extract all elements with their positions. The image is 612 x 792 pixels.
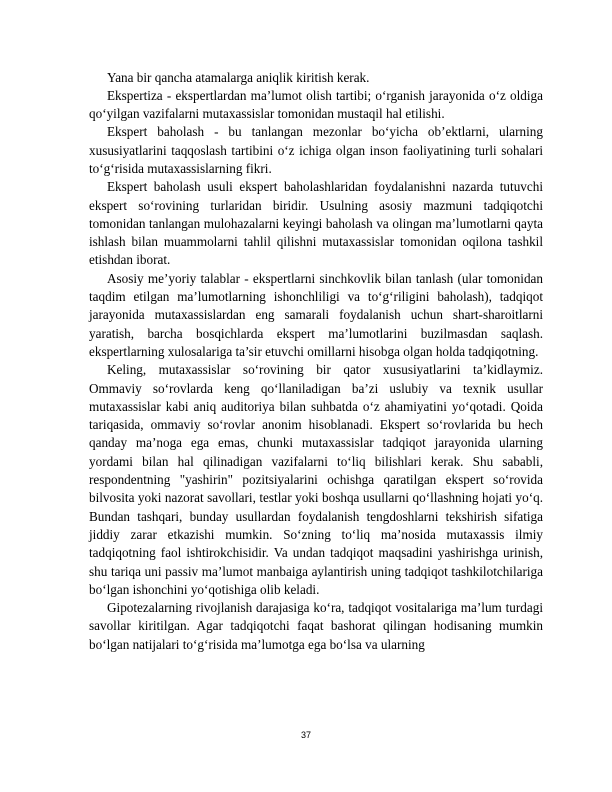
document-body [89,69,543,655]
page-number: 37 [300,730,311,740]
paragraph: Yana bir qancha atamalarga aniqlik kiritish kerak. [107,69,370,85]
paragraph: Gipotezalarning rivojlanish darajasiga ko‘ra, tadqiqot vositalariga ma’lum turdagi savollar kiritilgan. Agar tadqiqotchi faqat bashorat qilingan hodisaning mumkin bo‘lgan natijalari to‘g‘risida ma’lumotga ega bo‘lsa va ularning [89,600,543,652]
paragraph: Ekspertiza - ekspertlardan ma’lumot olish tartibi; o‘rganish jarayonida o‘z oldiga qo‘yilgan vazifalarni mutaxassislar tomonidan mustaqil hal etilishi. [89,87,543,122]
paragraph: Ekspert baholash usuli ekspert baholashlaridan foydalanishni nazarda tutuvchi ekspert so‘rovining turlaridan biridir. Usulning asosiy mazmuni tadqiqotchi tomonidan tanlangan mulohazalarni keyingi baholash va olingan ma’lumotlarni qayta ishlash bilan muammolarni tahlil qilishni mutaxassislar tomonidan oqilona tashkil etishdan iborat. [89,179,543,268]
paragraph: Keling, mutaxassislar so‘rovining bir qator xususiyatlarini ta’kidlaymiz. Ommaviy so‘rovlarda keng qo‘llaniladigan ba’zi uslubiy va texnik usullar mutaxassislar kabi aniq auditoriya bilan suhbatda o‘z ahamiyatini yo‘qotadi. Qoida tariqasida, ommaviy so‘rovlar anonim hisoblanadi. Ekspert so‘rovlarida bu hech qanday ma’noga ega emas, chunki mutaxassislar tadqiqot jarayonida ularning yordami bilan hal qilinadigan vazifalarni to‘liq bilishlari kerak. Shu sababli, respondentning "yashirin" pozitsiyalarini ochishga qaratilgan ekspert so‘rovida bilvosita yoki nazorat savollari, testlar yoki boshqa usullarni qo‘llashning hojati yo‘q. Bundan tashqari, bunday usullardan foydalanish tengdoshlarni tekshirish sifatiga jiddiy zarar etkazishi mumkin. So‘zning to‘liq ma’nosida mutaxassis ilmiy tadqiqotning faol ishtirokchisidir. Va undan tadqiqot maqsadini yashirishga urinish, shu tariqa uni passiv ma’lumot manbaiga aylantirish uning tadqiqot tashkilotchilariga bo‘lgan ishonchini yo‘qotishiga olib keladi. [89,362,543,597]
paragraph: Ekspert baholash - bu tanlangan mezonlar bo‘yicha ob’ektlarni, ularning xususiyatlarini taqqoslash tartibini o‘z ichiga olgan inson faoliyatining turli sohalari to‘g‘risida mutaxassislarning fikri. [89,124,543,176]
paragraph: Asosiy me’yoriy talablar - ekspertlarni sinchkovlik bilan tanlash (ular tomonidan taqdim etilgan ma’lumotlarning ishonchliligi va to‘g‘riligini baholash), tadqiqot jarayonida mutaxassislardan eng samarali foydalanish uchun shart-sharoitlarni yaratish, barcha bosqichlarda ekspert ma’lumotlarini buzilmasdan saqlash. ekspertlarning xulosalariga ta’sir etuvchi omillarni hisobga olgan holda tadqiqotning. [89,270,543,359]
